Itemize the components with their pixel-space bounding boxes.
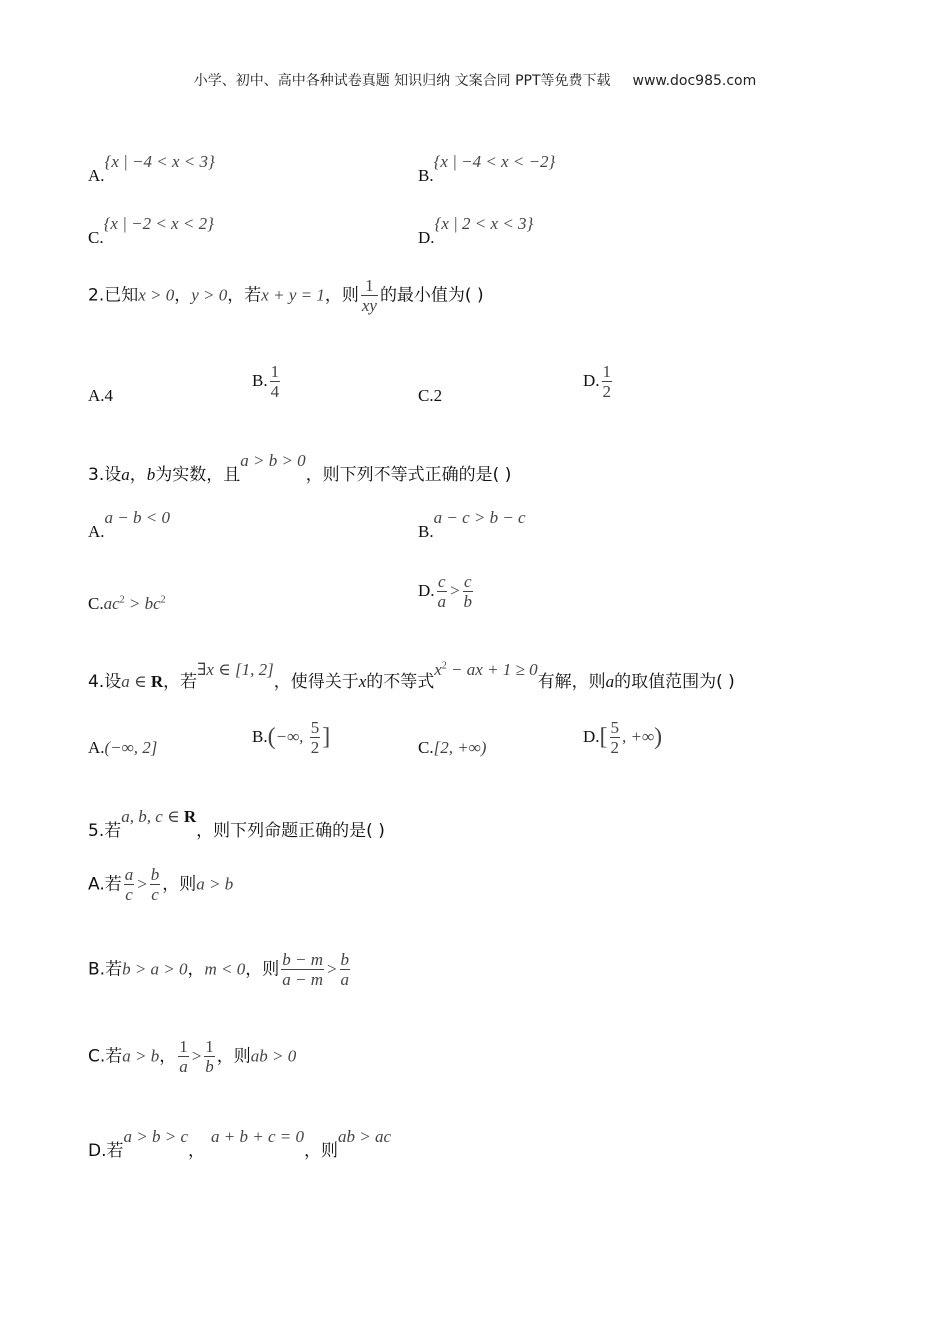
q4-option-c <box>418 738 486 758</box>
q2-fraction <box>361 276 378 315</box>
q4-stem <box>88 655 735 692</box>
q2-sep-1: ， <box>174 285 192 306</box>
q2-option-a: A.4 <box>88 386 114 405</box>
q3-d-op: > <box>449 581 461 600</box>
q5-b-cond-1: b > a > 0 <box>122 959 188 979</box>
q4-mid: ，使得关于 <box>273 672 359 692</box>
q4-option-d <box>583 718 662 757</box>
q3-option-b-math: a − c > b − c <box>433 508 526 527</box>
q5-c-n2: 1 <box>205 1037 214 1056</box>
q4-mid2: 的不等式 <box>366 672 435 692</box>
q4-b-fraction <box>310 718 321 757</box>
q5-a-n2: b <box>150 865 160 884</box>
header-text: 小学、初中、高中各种试卷真题 知识归纳 文案合同 PPT等免费下载 <box>193 73 611 89</box>
q5-a-result: a > b <box>196 874 234 894</box>
q5-a-d2: c <box>151 885 159 904</box>
q5-b-frac2 <box>340 950 351 989</box>
q5-a-d1: c <box>125 885 133 904</box>
q2-prefix: 2.已知 <box>88 285 139 306</box>
q5-b-cond-2: m < 0 <box>204 959 246 979</box>
q2-option-b-label: B. <box>252 371 268 390</box>
q1-option-c <box>88 214 214 247</box>
q2-sep-2: ，若 <box>227 285 262 306</box>
q5-d-sep-1: ， <box>188 1141 205 1161</box>
q4-mid3: 有解，则 <box>537 672 606 692</box>
q5-b-n1: b − m <box>282 950 324 969</box>
q3-comma: ， <box>129 465 147 485</box>
header-url[interactable]: www.doc985.com <box>632 73 757 89</box>
q5-suffix: ，则下列命题正确的是( ) <box>196 821 385 841</box>
q3-d-n2: c <box>463 572 472 591</box>
q2-option-b-num: 1 <box>270 362 280 381</box>
q4-b-den: 2 <box>310 738 320 757</box>
q1-option-a <box>88 152 215 185</box>
q4-cond-2: ∃x ∈ [1, 2] <box>197 660 274 679</box>
q4-sep-1: ，若 <box>163 672 198 692</box>
q5-option-b <box>88 950 352 989</box>
q5-option-c <box>88 1037 296 1076</box>
q1-option-c-math: {x | −2 < x < 2} <box>103 214 214 233</box>
q4-option-c-label: C. <box>418 738 434 757</box>
q3-option-b <box>418 508 526 541</box>
q2-sep-3: ，则 <box>324 285 359 306</box>
q5-option-a <box>88 865 233 904</box>
q5-c-cond-1: a > b <box>122 1046 160 1066</box>
q4-ineq-sup: 2 <box>441 660 447 672</box>
q5-c-sep-2: ，则 <box>216 1046 251 1067</box>
q3-var-b: b <box>146 465 156 484</box>
q5-cond-a: a, b, c ∈ <box>121 807 184 826</box>
q5-b-label: B.若 <box>88 959 123 980</box>
q3-option-d <box>418 572 475 611</box>
q1-option-d-math: {x | 2 < x < 3} <box>434 214 534 233</box>
q2-option-b-fraction <box>270 362 281 401</box>
q5-d-cond-1: a > b > c <box>123 1127 188 1146</box>
q3-option-c-label: C. <box>88 594 104 613</box>
q5-a-op: > <box>136 874 148 894</box>
q4-option-a <box>88 738 157 758</box>
q4-b-num: 5 <box>310 718 320 737</box>
q3-c-mid: > bc <box>124 594 161 613</box>
q5-b-d1: a − m <box>282 970 324 989</box>
q3-cond: a > b > 0 <box>240 451 306 470</box>
q2-cond-1: x > 0 <box>138 285 175 305</box>
q5-a-label: A.若 <box>88 874 122 895</box>
q5-d-cond-2: a + b + c = 0 <box>211 1127 304 1146</box>
q5-a-frac2 <box>150 865 161 904</box>
q5-option-d <box>88 1122 391 1161</box>
q4-var-x: x <box>358 672 367 691</box>
q3-mid: 为实数，且 <box>155 465 241 485</box>
q4-option-a-label: A. <box>88 738 105 757</box>
q3-d-frac1 <box>437 572 448 611</box>
q3-c-ac: ac <box>103 594 120 613</box>
q2-cond-2: y > 0 <box>191 285 228 305</box>
q5-b-op: > <box>326 959 338 979</box>
q3-option-c <box>88 594 166 614</box>
q2-option-c: C.2 <box>418 386 443 405</box>
q4-option-b-label: B. <box>252 727 268 746</box>
q4-b-close-bracket: ] <box>322 724 331 750</box>
q2-option-d-fraction <box>602 362 613 401</box>
q5-stem <box>88 802 385 841</box>
q3-d-d1: a <box>437 592 447 611</box>
q4-d-fraction <box>610 718 621 757</box>
q5-d-label: D.若 <box>88 1141 124 1161</box>
q5-c-d2: b <box>205 1057 214 1076</box>
q5-c-frac2 <box>204 1037 215 1076</box>
q2-cond-3: x + y = 1 <box>261 285 325 305</box>
q5-b-frac1 <box>281 950 324 989</box>
q2-stem <box>88 276 484 315</box>
q4-var-a: a <box>605 672 615 691</box>
q3-c-sup2: 2 <box>160 594 166 606</box>
q5-a-n1: a <box>124 865 134 884</box>
q3-suffix: ，则下列不等式正确的是( ) <box>305 465 512 485</box>
q2-option-b <box>252 362 282 401</box>
q2-option-d-num: 1 <box>602 362 612 381</box>
q4-ineq-a: x <box>434 660 442 679</box>
q5-b-d2: a <box>340 970 350 989</box>
q3-d-n1: c <box>438 572 446 591</box>
q2-option-d-den: 2 <box>602 382 612 401</box>
q4-cond-1b: R <box>150 672 164 691</box>
q2-frac-den: xy <box>361 296 377 315</box>
q5-c-op: > <box>190 1046 203 1066</box>
q3-d-d2: b <box>463 592 473 611</box>
q5-d-sep-2: ，则 <box>303 1141 338 1161</box>
q1-option-d-label: D. <box>418 228 435 247</box>
q4-ineq-b: − ax + 1 ≥ 0 <box>446 660 538 679</box>
q4-d-post: , +∞ <box>622 727 655 746</box>
q4-b-open-paren: ( <box>267 724 276 750</box>
q5-c-sep-1: ， <box>159 1046 177 1067</box>
q5-b-sep-1: ， <box>187 959 205 980</box>
q4-option-d-label: D. <box>583 727 600 746</box>
q4-d-open-bracket: [ <box>599 724 608 750</box>
q5-cond-b: R <box>183 807 197 826</box>
q4-d-den: 2 <box>610 738 620 757</box>
q1-option-d <box>418 214 534 247</box>
q4-prefix: 4.设 <box>88 672 122 692</box>
q2-option-b-den: 4 <box>270 382 280 401</box>
q3-c-sup1: 2 <box>119 594 125 606</box>
q5-c-result: ab > 0 <box>250 1046 297 1066</box>
q5-c-label: C.若 <box>88 1046 123 1067</box>
q4-d-close-paren: ) <box>654 724 663 750</box>
q1-option-a-label: A. <box>88 166 105 185</box>
q5-c-d1: a <box>179 1057 188 1076</box>
q4-cond-1a: a ∈ <box>121 672 151 691</box>
q5-a-sep: ，则 <box>162 874 197 895</box>
q4-suffix: 的取值范围为( ) <box>614 672 735 692</box>
q3-d-frac2 <box>463 572 474 611</box>
q1-option-b-label: B. <box>418 166 434 185</box>
q1-option-c-label: C. <box>88 228 104 247</box>
q2-option-d-label: D. <box>583 371 600 390</box>
q2-option-d <box>583 362 614 401</box>
q5-b-n2: b <box>340 950 350 969</box>
q4-option-a-math: (−∞, 2] <box>104 738 158 757</box>
page-header <box>0 70 950 90</box>
q5-c-frac1 <box>178 1037 189 1076</box>
q5-a-frac1 <box>124 865 135 904</box>
q5-prefix: 5.若 <box>88 821 122 841</box>
q3-option-d-label: D. <box>418 581 435 600</box>
q5-d-result: ab > ac <box>337 1127 391 1146</box>
q2-frac-num: 1 <box>361 276 378 296</box>
q3-option-a-label: A. <box>88 522 105 541</box>
q5-c-n1: 1 <box>179 1037 188 1056</box>
q2-suffix: 的最小值为( ) <box>379 285 484 306</box>
q3-option-c-math <box>104 594 166 613</box>
q3-var-a: a <box>121 465 130 484</box>
q4-b-pre: −∞, <box>275 727 308 746</box>
q3-option-a-math: a − b < 0 <box>104 508 170 527</box>
q4-d-num: 5 <box>610 718 620 737</box>
q3-option-a <box>88 508 170 541</box>
q3-stem <box>88 446 512 485</box>
q3-prefix: 3.设 <box>88 465 122 485</box>
q3-option-b-label: B. <box>418 522 434 541</box>
q4-option-b <box>252 718 330 757</box>
q5-b-sep-2: ，则 <box>245 959 280 980</box>
q1-option-b-math: {x | −4 < x < −2} <box>433 152 556 171</box>
q4-option-c-math: [2, +∞) <box>433 738 487 757</box>
q1-option-b <box>418 152 556 185</box>
q1-option-a-math: {x | −4 < x < 3} <box>104 152 215 171</box>
